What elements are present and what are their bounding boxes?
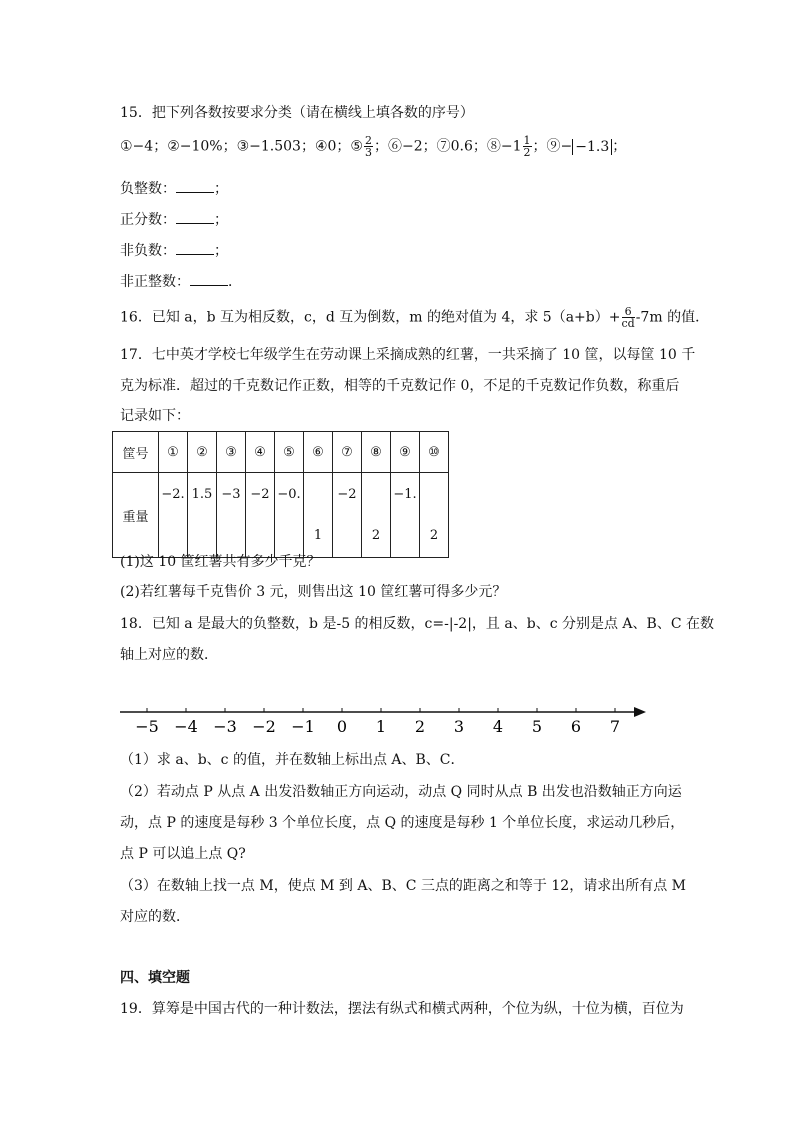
tick-label: 7 [609, 717, 621, 736]
table-cell: ⑧ [362, 432, 391, 473]
table-cell: ⑦ [333, 432, 362, 473]
q18-sub2c: 点 P 可以追上点 Q? [120, 846, 246, 862]
tick-label: −5 [135, 717, 159, 736]
table-cell: ⑩ [420, 432, 449, 473]
answer-blank[interactable] [176, 240, 214, 255]
tick-label: 5 [531, 717, 543, 736]
category-non-negative: 非负数： ； [120, 240, 228, 261]
tick-label: 0 [336, 717, 348, 736]
weight-table [112, 431, 449, 558]
q17-line2: 克为标准．超过的千克数记作正数，相等的千克数记作 0，不足的千克数记作负数，称重后 [120, 378, 680, 394]
arrow-right-icon [634, 707, 646, 717]
answer-blank[interactable] [176, 178, 214, 193]
q19: 19．算筹是中国古代的一种计数法，摆法有纵式和横式两种，个位为纵，十位为横，百位为 [120, 1001, 684, 1017]
tick-label: 3 [453, 717, 465, 736]
tick-label: −3 [213, 717, 237, 736]
q15-items: ①−4；②−10%；③−1.503；④0；⑤ $\frac{2}{3}$ ；⑥−2；⑦0.6；⑧−1 $\frac{1}{2}$ ；⑨− −1.3 ； [120, 134, 627, 159]
q17-sub1: (1)这 10 筐红薯共有多少千克？ [120, 554, 321, 570]
q18-sub1: （1）求 a、b、c 的值，并在数轴上标出点 A、B、C． [120, 752, 465, 768]
tick-label: 4 [492, 717, 504, 736]
table-cell: ⑨ [391, 432, 420, 473]
table-cell: ⑤ [275, 432, 304, 473]
tick-label: 1 [375, 717, 387, 736]
table-cell: −2 [246, 473, 275, 558]
table-cell: ① [159, 432, 188, 473]
tick-label: −4 [174, 717, 198, 736]
table-cell: 2 [362, 473, 391, 558]
category-non-positive-integers: 非正整数： ． [120, 271, 242, 292]
q18-sub2a: （2）若动点 P 从点 A 出发沿数轴正方向运动，动点 Q 同时从点 B 出发也沿数轴正方向运 [120, 784, 682, 800]
fraction-1-2: $\frac{1}{2}$ [523, 134, 531, 159]
q18-sub2b: 动，点 P 的速度是每秒 3 个单位长度，点 Q 的速度是每秒 1 个单位长度，求运动几秒后， [120, 815, 685, 831]
table-cell: −1. [391, 473, 420, 558]
table-cell: −2. [159, 473, 188, 558]
table-cell: ② [188, 432, 217, 473]
row-label: 重量 [113, 473, 159, 558]
q17-line3: 记录如下： [120, 408, 190, 424]
q18-line1: 18．已知 a 是最大的负整数，b 是-5 的相反数，c=-|-2|，且 a、b、c 分别是点 A、B、C 在数 [120, 616, 714, 632]
answer-blank[interactable] [190, 271, 228, 286]
q18-line2: 轴上对应的数． [120, 647, 218, 663]
table-cell: 2 [420, 473, 449, 558]
tick-label: −1 [291, 717, 315, 736]
table-cell: ⑥ [304, 432, 333, 473]
table-cell: 1.5 [188, 473, 217, 558]
number-line [0, 690, 794, 750]
category-negative-integers: 负整数： ； [120, 178, 228, 199]
q17-sub2: (2)若红薯每千克售价 3 元，则售出这 10 筐红薯可得多少元？ [120, 584, 507, 600]
absolute-value: −1.3 [572, 139, 612, 155]
table-cell: ④ [246, 432, 275, 473]
table-cell: −2 [333, 473, 362, 558]
table-cell: 1 [304, 473, 333, 558]
q16: 16．已知 a，b 互为相反数，c，d 互为倒数，m 的绝对值为 4，求 5（a+b）+ $\frac{6}{cd}$ -7m 的值． [120, 305, 710, 330]
table-cell: ③ [217, 432, 246, 473]
q18-sub3b: 对应的数． [120, 909, 190, 925]
tick-label: −2 [252, 717, 276, 736]
q15-items-a: ①−4；②−10%；③−1.503；④0；⑤ [120, 138, 363, 155]
answer-blank[interactable] [176, 209, 214, 224]
tick-label: 2 [414, 717, 426, 736]
category-positive-fractions: 正分数： ； [120, 209, 228, 230]
q17-line1: 17．七中英才学校七年级学生在劳动课上采摘成熟的红薯，一共采摘了 10 筐，以每筐 10 千 [120, 347, 696, 363]
fraction-6-cd: $\frac{6}{cd}$ [621, 305, 635, 330]
table-row-basket-number [113, 432, 449, 473]
tick-label: 6 [570, 717, 582, 736]
table-cell: −3 [217, 473, 246, 558]
row-label: 筐号 [113, 432, 159, 473]
section-heading: 四、填空题 [120, 970, 190, 986]
q18-sub3a: （3）在数轴上找一点 M，使点 M 到 A、B、C 三点的距离之和等于 12，请求出所有点 M [120, 878, 686, 894]
fraction-2-3: $\frac{2}{3}$ [364, 134, 372, 159]
q15-title: 15．把下列各数按要求分类（请在横线上填各数的序号） [120, 105, 474, 121]
table-row-weight [113, 473, 449, 558]
table-cell: −0. [275, 473, 304, 558]
